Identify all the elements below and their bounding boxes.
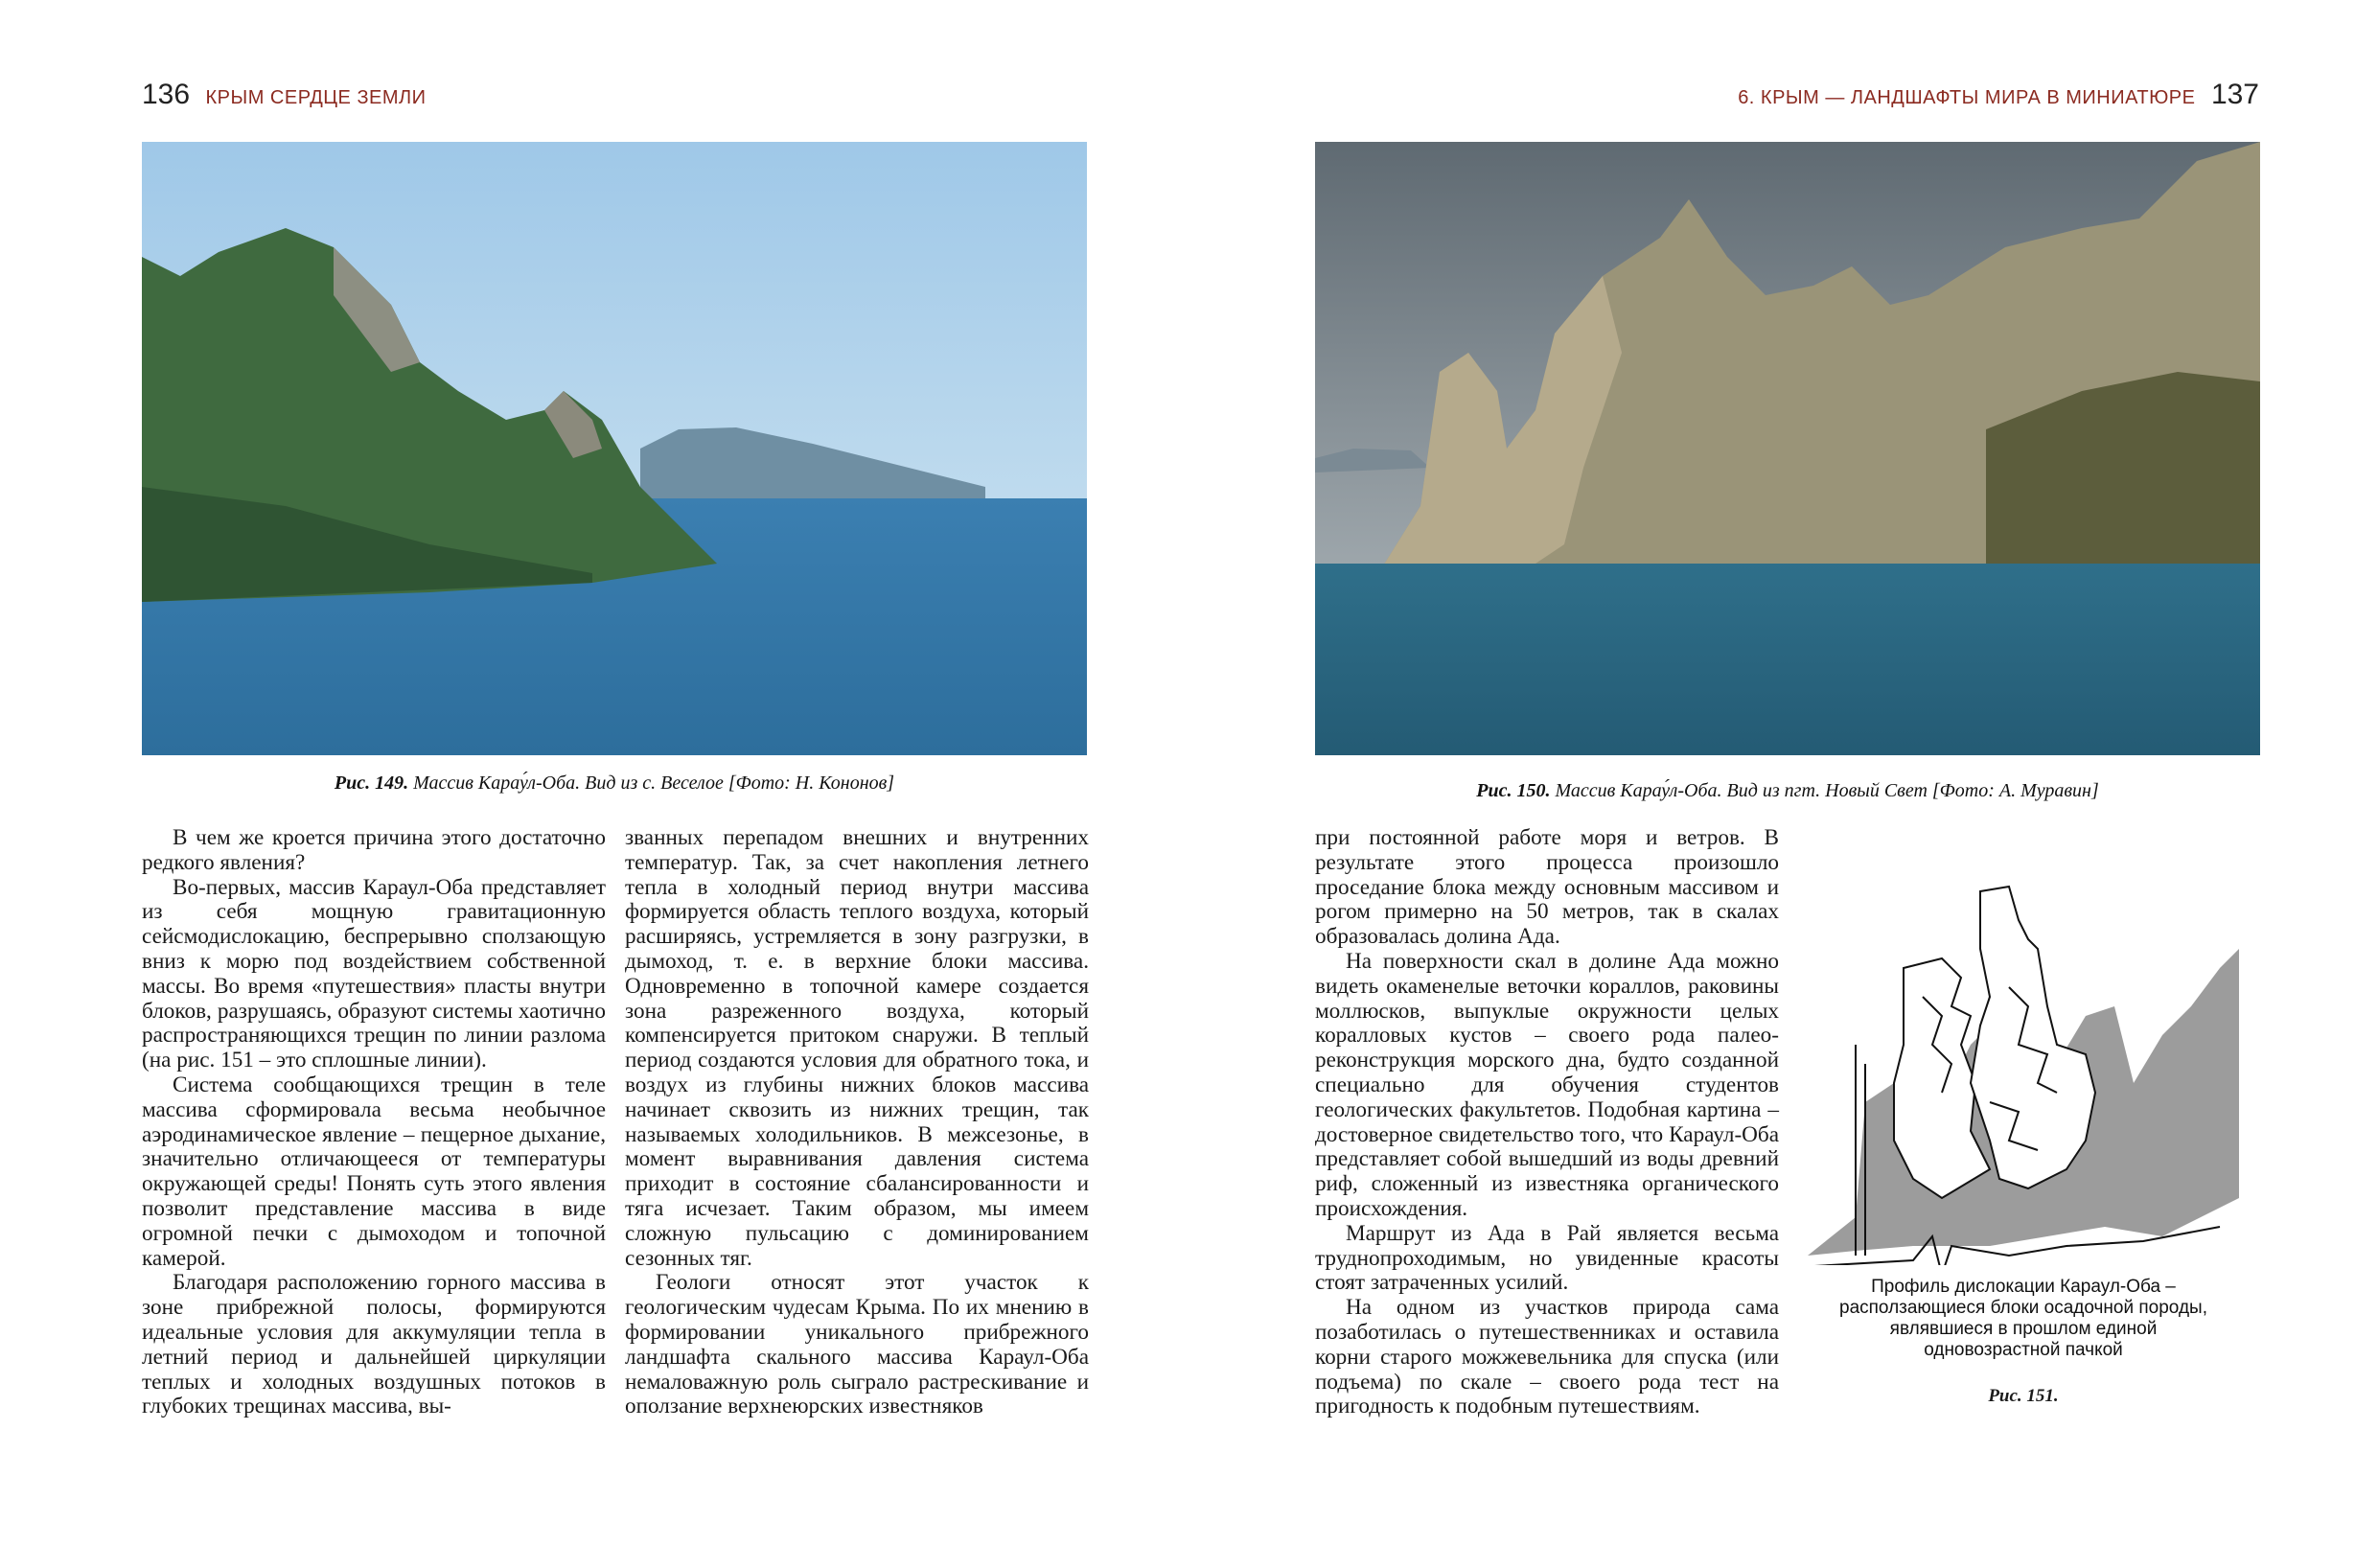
paragraph: На поверхности скал в долине Ада можно видеть окаменелые веточки кораллов, раковины моллюсков, выпуклые окружности целых коралловых кустов – своего рода палео-реконструкция морского дна, будто созданной специально для обучения студентов геологических факультетов. Подобная картина – достоверное свидетельство того, что Караул-Оба представляет собой вышедший из воды древний риф, сложенный из известняка органического происхождения.: [1315, 948, 1779, 1221]
paragraph: Благодаря расположению горного массива в зоне прибрежной полосы, формируются идеальные условия для аккумуляции тепла в летний период и дальнейшей циркуляции теплых и холодных воздушных потоков в глубоких трещинах массива, вы-: [142, 1270, 606, 1419]
figure-151-caption: [1798, 1277, 2249, 1361]
caption-text-150: Массив Карау́л-Оба. Вид из пгт. Новый Свет [Фото: А. Муравин]: [1555, 780, 2099, 801]
photo-karaul-oba-from-noviy-svet: [1315, 142, 2260, 755]
caption-fig-150: [1315, 780, 2260, 802]
caption-line: одновозрастной пачкой: [1924, 1340, 2123, 1360]
figure-151-label: Рис. 151.: [1988, 1386, 2059, 1406]
text-column-3: [1315, 826, 1779, 1419]
paragraph: Система сообщающихся трещин в теле массива сформировала весьма необычное аэродинамическое явление – пещерное дыхание, значительно отличающееся от температуры окружающей среды! Понять суть этого явления позволит представление массива в виде огромной печки с дымоходом и топочной камерой.: [142, 1072, 606, 1271]
landscape-image: [142, 142, 1087, 755]
figure-151-dislocation-profile: [1798, 853, 2249, 1265]
dislocation-diagram: [1798, 853, 2249, 1265]
text-column-2: [625, 826, 1089, 1419]
page-number-left: 136: [142, 79, 191, 110]
caption-label-150: Рис. 150.: [1476, 780, 1551, 801]
caption-line: являвшиеся в прошлом единой: [1889, 1319, 2158, 1339]
paragraph: Маршрут из Ада в Рай является весьма труднопроходимым, но увиденные красоты стоят затраченных усилий.: [1315, 1220, 1779, 1296]
caption-label-149: Рис. 149.: [334, 772, 409, 794]
running-title-right: 6. КРЫМ — ЛАНДШАФТЫ МИРА В МИНИАТЮРЕ: [1738, 87, 2196, 108]
running-title-left: КРЫМ СЕРДЦЕ ЗЕМЛИ: [205, 87, 427, 108]
paragraph: В чем же кроется причина этого достаточно редкого явления?: [142, 825, 606, 875]
landscape-image: [1315, 142, 2260, 755]
right-header: [1738, 79, 2259, 111]
paragraph: На одном из участков природа сама позаботилась о путешественниках и оставила корни старого можжевельника для спуска (или подъема) по скале – своего рода тест на пригодность к подобным путешествиям.: [1315, 1295, 1779, 1419]
paragraph: при постоянной работе моря и ветров. В результате этого процесса произошло проседание блока между основным массивом и рогом примерно на 50 метров, так в скалах образовалась долина Ада.: [1315, 825, 1779, 950]
paragraph: Геологи относят этот участок к геологическим чудесам Крыма. По их мнению в формировании уникального прибрежного ландшафта скального массива Караул-Оба немаловажную роль сыграло растрескивание и оползание верхнеюрских известняков: [625, 1270, 1089, 1419]
paragraph: званных перепадом внешних и внутренних температур. Так, за счет накопления летнего тепла в холодный период внутри массива формируется область теплого воздуха, который расширяясь, устремляется в зону разгрузки, в дымоход, т. е. в верхние блоки массива. Одновременно в топочной камере создается зона разреженного воздуха, который компенсируется притоком снаружи. В теплый период создаются условия для обратного тока, и воздух из глубины нижних блоков массива начинает сквозить из нижних трещин, так называемых холодильников. В межсезонье, в момент выравнивания давления система приходит в состояние сбалансированности и тяга исчезает. Таким образом, мы имеем сложную пульсацию с доминированием сезонных тяг.: [625, 825, 1089, 1271]
page-number-right: 137: [2210, 79, 2259, 110]
caption-line: расползающиеся блоки осадочной породы,: [1839, 1298, 2207, 1318]
caption-text-149: Массив Карау́л-Оба. Вид из с. Веселое [Фото: Н. Кононов]: [413, 772, 895, 794]
paragraph: Во-первых, массив Караул-Оба представляет из себя мощную гравитационную сейсмодислокацию, беспрерывно сползающую вниз к морю под воздействием собственной массы. Во время «путешествия» пласты внутри блоков, разрушаясь, образуют системы хаотично распространяющихся трещин по линии разлома (на рис. 151 – это сплошные линии).: [142, 874, 606, 1073]
caption-line: Профиль дислокации Караул-Оба –: [1871, 1277, 2176, 1297]
photo-karaul-oba-from-veseloe: [142, 142, 1087, 755]
caption-fig-149: [142, 772, 1087, 795]
text-column-1: [142, 826, 606, 1419]
left-header: [142, 79, 427, 111]
